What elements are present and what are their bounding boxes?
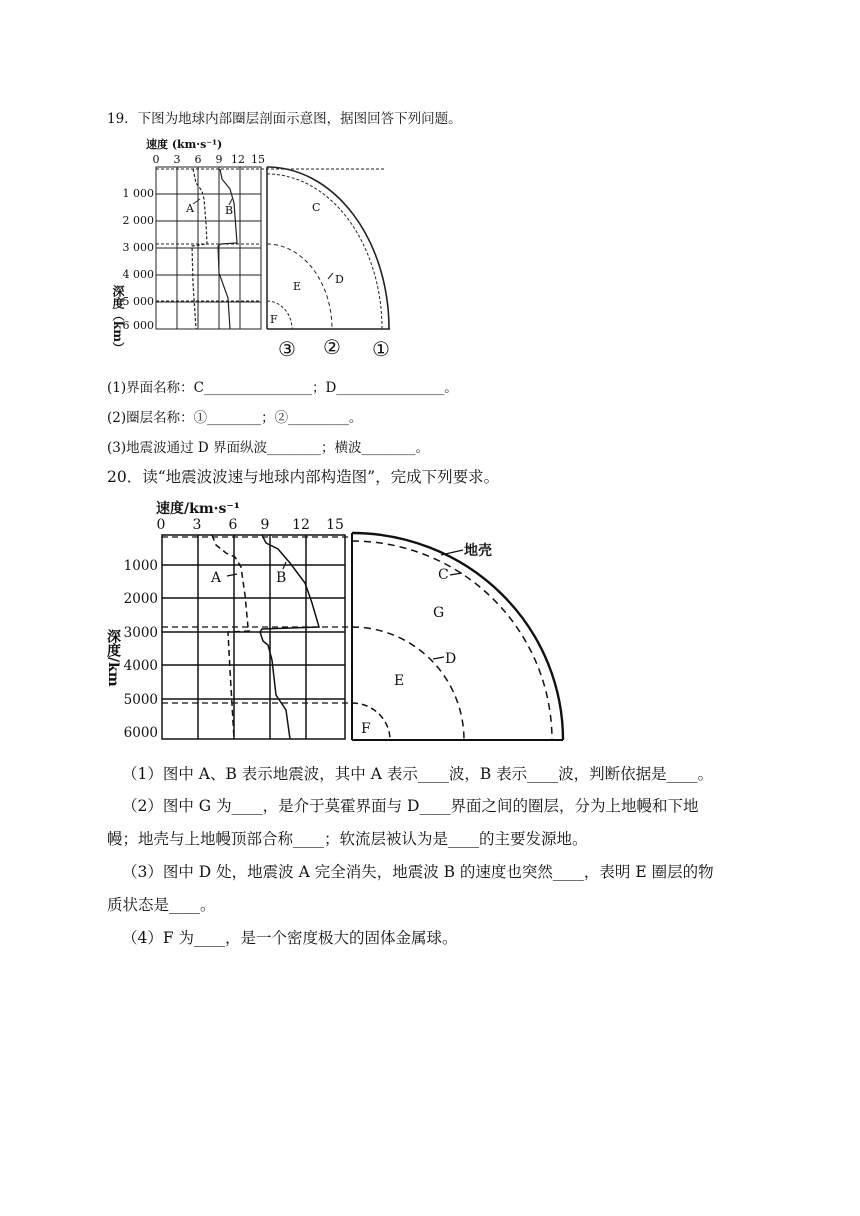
q20-depth-1000: 1000 (123, 558, 158, 574)
q20-label-f: F (361, 721, 371, 737)
q20-label-a: A (211, 570, 222, 586)
q19-label-e: E (293, 280, 302, 293)
q20-label-g: G (433, 605, 445, 621)
q19-stem: 19．下图为地球内部圈层剖面示意图，据图回答下列问题。 (107, 111, 462, 127)
q20-sub1: （1）图中 A、B 表示地震波，其中 A 表示____波，B 表示____波，判断依据是____。 (122, 765, 714, 783)
q20-sub3b: 质状态是____。 (107, 896, 216, 914)
q19-sub3: (3)地震波通过 D 界面纵波________；横波________。 (107, 440, 430, 456)
q20-sub2a: （2）图中 G 为____，是介于莫霍界面与 D____界面之间的圈层，分为上地幔和下地 (122, 797, 699, 815)
q19-tick-15: 15 (251, 153, 265, 166)
q20-tick-0: 0 (156, 517, 166, 533)
q19-sub1: (1)界面名称：C________________；D________________。 (107, 380, 458, 396)
q19-wave-a-curve (192, 169, 207, 329)
q20-depth-3000: 3000 (123, 625, 158, 641)
q19-circle-3: ③ (278, 337, 296, 361)
q20-stem: 20．读“地震波波速与地球内部构造图”，完成下列要求。 (107, 468, 500, 486)
q20-depth-4000: 4000 (123, 658, 158, 674)
q19-depth-1000: 1 000 (122, 187, 154, 200)
q20-depth-5000: 5000 (123, 692, 158, 708)
q19-tick-9: 9 (215, 153, 223, 166)
q19-figure (100, 133, 410, 368)
q19-depth-4000: 4 000 (122, 268, 154, 281)
q20-label-c: C (438, 567, 449, 583)
q20-sub3a: （3）图中 D 处，地震波 A 完全消失，地震波 B 的速度也突然____，表明 E 圈层的物 (122, 863, 714, 881)
q19-circle-1: ① (372, 337, 390, 361)
q19-label-c: C (312, 201, 321, 214)
q19-earth-section (267, 167, 390, 329)
q20-grid (162, 535, 345, 739)
q20-depth-6000: 6000 (123, 725, 158, 741)
q19-circle-2: ② (323, 335, 341, 359)
q19-depth-3000: 3 000 (122, 241, 154, 254)
q19-wave-b-curve (218, 169, 237, 329)
q19-label-f: F (270, 313, 278, 326)
q19-tick-3: 3 (173, 153, 181, 166)
q19-label-d: D (335, 273, 344, 286)
q20-sub2b: 幔；地壳与上地幔顶部合称____；软流层被认为是____的主要发源地。 (107, 830, 588, 848)
q19-tick-6: 6 (194, 153, 202, 166)
q20-label-b: B (276, 570, 287, 586)
q20-tick-9: 9 (260, 517, 270, 533)
q20-tick-15: 15 (326, 517, 344, 533)
q19-grid (156, 167, 261, 329)
q19-sub2: (2)圈层名称：①________；②_________。 (107, 410, 363, 426)
q19-depth-6000: 6 000 (122, 319, 154, 332)
q19-tick-12: 12 (231, 153, 245, 166)
q19-label-b: B (225, 204, 234, 217)
q20-figure (100, 495, 570, 745)
q20-depth-2000: 2000 (123, 591, 158, 607)
q19-speed-title: 速度 (km·s⁻¹) (146, 138, 223, 151)
q20-tick-12: 12 (292, 517, 310, 533)
q20-speed-title: 速度/km·s⁻¹ (156, 501, 240, 517)
q20-tick-3: 3 (192, 517, 202, 533)
q19-depth-label: 深度（km） (111, 285, 125, 355)
q20-tick-6: 6 (228, 517, 238, 533)
q20-sub4: （4）F 为____，是一个密度极大的固体金属球。 (122, 929, 458, 947)
q20-label-crust: 地壳 (464, 543, 492, 559)
q20-depth-label: 深度/km (105, 629, 121, 687)
q19-label-a: A (186, 202, 194, 215)
q20-earth-section (352, 533, 563, 740)
q19-depth-5000: 5 000 (122, 295, 154, 308)
q19-tick-0: 0 (152, 153, 160, 166)
q19-depth-2000: 2 000 (122, 214, 154, 227)
q20-label-d: D (445, 651, 457, 667)
q20-label-e: E (394, 673, 405, 689)
